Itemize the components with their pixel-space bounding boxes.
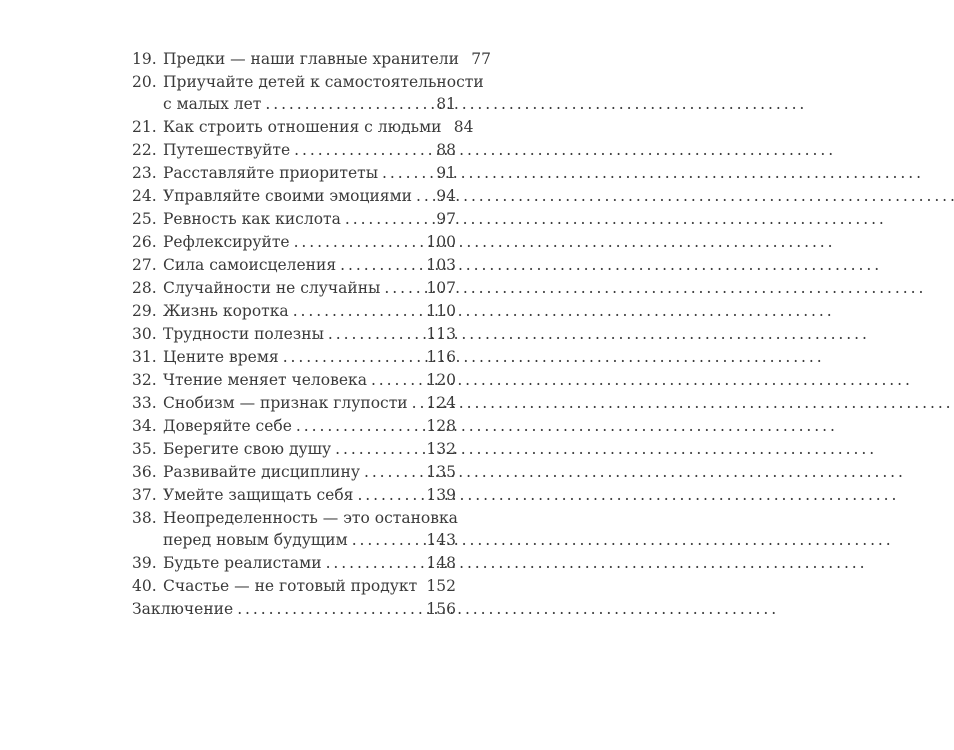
dot-leader	[294, 231, 423, 253]
dot-leader	[326, 552, 423, 574]
toc-entry[interactable]	[132, 552, 456, 574]
toc-entry[interactable]	[132, 484, 456, 506]
toc-entry-title-continued: с малых лет	[163, 95, 262, 113]
toc-entry-number: 23.	[132, 164, 157, 182]
toc-entry-number: 36.	[132, 463, 157, 481]
toc-entry[interactable]	[132, 231, 456, 253]
dot-leader	[265, 93, 428, 115]
toc-entry-number: 30.	[132, 325, 157, 343]
toc-entry-page: 128	[426, 417, 456, 435]
dot-leader	[357, 484, 422, 506]
toc-entry-title: Рефлексируйте	[163, 233, 290, 251]
toc-entry-title: Трудности полезны	[163, 325, 324, 343]
toc-entry-number: 29.	[132, 302, 157, 320]
toc-entry-number: 26.	[132, 233, 157, 251]
toc-entry[interactable]	[132, 300, 456, 322]
toc-entry-title: Снобизм — признак глупости	[163, 394, 408, 412]
toc-entry-title: Расставляйте приоритеты	[163, 164, 379, 182]
toc-entry-page: 148	[426, 554, 456, 572]
toc-entry-title: Заключение	[132, 600, 234, 618]
toc-entry-number: 38.	[132, 509, 157, 527]
toc-entry-page: 120	[426, 371, 456, 389]
toc-entry-number: 33.	[132, 394, 157, 412]
toc-entry-title: Приучайте детей к самостоятельности	[163, 73, 484, 91]
toc-entry-title: Предки — наши главные хранители	[163, 50, 459, 68]
toc-entry[interactable]	[132, 369, 456, 391]
dot-leader	[345, 208, 428, 230]
toc-entry-number: 35.	[132, 440, 157, 458]
toc-entry[interactable]	[132, 507, 456, 551]
dot-leader	[283, 346, 423, 368]
toc-entry-page: 143	[426, 531, 456, 549]
toc-entry-page: 81	[436, 95, 456, 113]
toc-entry-page: 152	[426, 577, 456, 595]
toc-entry-number: 40.	[132, 577, 157, 595]
toc-entry[interactable]	[132, 575, 456, 597]
dot-leader	[296, 415, 423, 437]
toc-entry-page: 97	[436, 210, 456, 228]
dot-leader	[340, 254, 422, 276]
toc-entry[interactable]	[132, 254, 456, 276]
dot-leader	[352, 529, 423, 551]
toc-entry[interactable]	[132, 461, 456, 483]
toc-entry[interactable]	[132, 208, 456, 230]
toc-entry-page: 124	[426, 394, 456, 412]
toc-entry-title: Жизнь коротка	[163, 302, 289, 320]
toc-entry-page: 84	[453, 118, 474, 136]
toc-entry-title: Будьте реалистами	[163, 554, 322, 572]
toc-entry-page: 156	[426, 600, 456, 618]
toc-entry-title: Случайности не случайны	[163, 279, 381, 297]
toc-entry-number: 24.	[132, 187, 157, 205]
toc-entry[interactable]	[132, 162, 456, 184]
toc-entry-page: 139	[426, 486, 456, 504]
toc-entry[interactable]	[132, 415, 456, 437]
toc-entry-page: 100	[426, 233, 456, 251]
toc-entry-number: 34.	[132, 417, 157, 435]
toc-entry-title: Ревность как кислота	[163, 210, 341, 228]
toc-entry-page: 116	[426, 348, 456, 366]
toc-entry-number: 21.	[132, 118, 157, 136]
toc-entry-page: 132	[426, 440, 456, 458]
toc-entry-number: 27.	[132, 256, 157, 274]
dot-leader	[293, 300, 423, 322]
toc-entry-title: Умейте защищать себя	[163, 486, 354, 504]
toc-entry[interactable]	[132, 323, 456, 345]
toc-entry[interactable]	[132, 116, 474, 138]
dot-leader	[382, 162, 428, 184]
toc-entry-page: 110	[426, 302, 456, 320]
toc-entry[interactable]	[132, 277, 456, 299]
toc-entry-title: Чтение меняет человека	[163, 371, 367, 389]
dot-leader	[421, 575, 422, 597]
dot-leader	[335, 438, 422, 460]
dot-leader	[328, 323, 423, 345]
toc-entry[interactable]	[132, 185, 456, 207]
toc-entry-page: 113	[426, 325, 456, 343]
toc-entry-page: 107	[426, 279, 456, 297]
dot-leader	[416, 185, 428, 207]
toc-entry[interactable]	[132, 48, 491, 70]
toc-entry-title: Путешествуйте	[163, 141, 291, 159]
dot-leader	[237, 598, 422, 620]
dot-leader	[364, 461, 422, 483]
dot-leader	[384, 277, 422, 299]
toc-entry-title: Управляйте своими эмоциями	[163, 187, 412, 205]
toc-entry-title: Доверяйте себе	[163, 417, 292, 435]
toc-entry-title: Цените время	[163, 348, 279, 366]
toc-entry[interactable]	[132, 392, 456, 414]
toc-entry-number: 28.	[132, 279, 157, 297]
toc-entry-title: Развивайте дисциплину	[163, 463, 360, 481]
toc-entry-number: 32.	[132, 371, 157, 389]
toc-entry-title: Счастье — не готовый продукт	[163, 577, 418, 595]
toc-entry-number: 37.	[132, 486, 157, 504]
toc-entry-number: 20.	[132, 73, 157, 91]
dot-leader	[371, 369, 422, 391]
toc-entry-page: 135	[426, 463, 456, 481]
toc-entry[interactable]	[132, 139, 456, 161]
toc-entry-page: 94	[436, 187, 456, 205]
toc-entry[interactable]	[132, 71, 484, 115]
toc-entry-title-continued: перед новым будущим	[163, 531, 348, 549]
toc-entry-page: 88	[436, 141, 456, 159]
dot-leader	[412, 392, 423, 414]
toc-entry-page: 91	[436, 164, 456, 182]
toc-entry[interactable]	[132, 346, 456, 368]
toc-entry-number: 25.	[132, 210, 157, 228]
toc-entry-title: Берегите свою душу	[163, 440, 332, 458]
toc-entry-number: 22.	[132, 141, 157, 159]
toc-entry-title: Как строить отношения с людьми	[163, 118, 442, 136]
toc-entry-title: Неопределенность — это остановка	[163, 509, 458, 527]
toc-entry-page: 103	[426, 256, 456, 274]
toc-entry-conclusion[interactable]	[132, 598, 456, 620]
table-of-contents	[132, 48, 491, 620]
toc-entry-number: 31.	[132, 348, 157, 366]
toc-entry-number: 39.	[132, 554, 157, 572]
toc-entry-page: 77	[471, 50, 491, 68]
toc-entry-title: Сила самоисцеления	[163, 256, 337, 274]
dot-leader	[294, 139, 428, 161]
toc-entry[interactable]	[132, 438, 456, 460]
toc-entry-number: 19.	[132, 50, 157, 68]
